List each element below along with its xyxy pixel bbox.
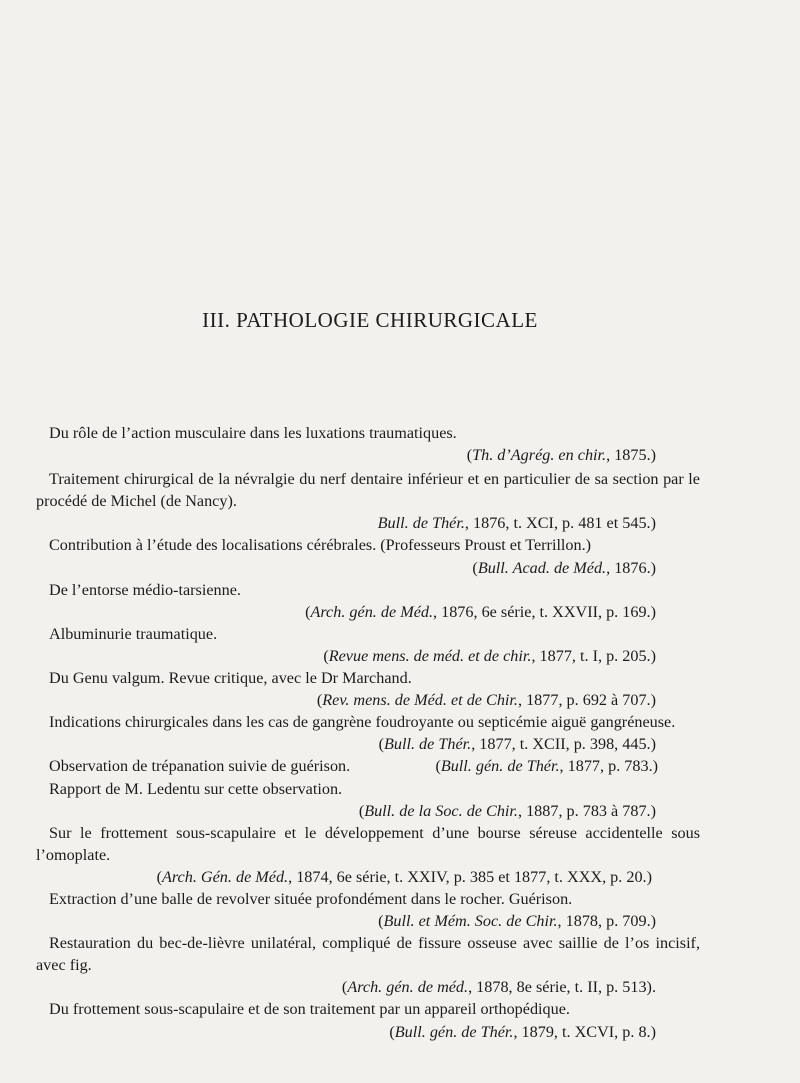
- entry-title: Contribution à l’étude des localisations cérébrales. (Professeurs Proust et Terrillon.): [49, 536, 592, 555]
- bibliography-entry: [36, 711, 700, 755]
- bibliography-entry: [36, 468, 700, 534]
- bibliography-entry: [36, 534, 700, 578]
- entry-reference: (Bull. Acad. de Méd., 1876.): [472, 558, 656, 577]
- bibliography-entry: [36, 932, 700, 998]
- entry-reference: (Arch. gén. de méd., 1878, 8e série, t. II, p. 513).: [341, 978, 656, 997]
- bibliography-entry: [36, 422, 700, 466]
- bibliography-entry: [36, 579, 700, 623]
- entry-reference: (Arch. gén. de Méd., 1876, 6e série, t. XXVII, p. 169.): [305, 602, 656, 621]
- entry-reference: (Arch. Gén. de Méd., 1874, 6e série, t. XXIV, p. 385 et 1877, t. XXX, p. 20.): [156, 867, 652, 886]
- entry-reference: Bull. de Thér., 1876, t. XCI, p. 481 et 545.): [377, 514, 656, 533]
- bibliography-entry: [36, 623, 700, 667]
- bibliography-entry: [36, 888, 700, 932]
- entry-title: Indications chirurgicales dans les cas de gangrène foudroyante ou septicémie aiguë gangréneuse.: [49, 713, 676, 732]
- entry-reference: (Bull. et Mém. Soc. de Chir., 1878, p. 709.): [378, 912, 656, 931]
- entry-title: Albuminurie traumatique.: [49, 624, 218, 643]
- entry-title: Restauration du bec-de-lièvre unilatéral, compliqué de fissure osseuse avec saillie de l’os incisif, avec fig.: [36, 934, 700, 975]
- entry-reference: (Th. d’Agrég. en chir., 1875.): [466, 446, 656, 465]
- entry-title: Sur le frottement sous-scapulaire et le développement d’une bourse séreuse accidentelle sous l’omoplate.: [36, 823, 700, 864]
- entry-reference: (Bull. de la Soc. de Chir., 1887, p. 783 à 787.): [358, 801, 656, 820]
- bibliography-entry: [36, 778, 700, 822]
- entry-reference: (Bull. de Thér., 1877, t. XCII, p. 398, 445.): [378, 735, 656, 754]
- bibliography-entry: [36, 822, 700, 888]
- entry-reference: (Bull. gén. de Thér., 1879, t. XCVI, p. 8.): [389, 1022, 656, 1041]
- entry-reference: (Rev. mens. de Méd. et de Chir., 1877, p. 692 à 707.): [316, 691, 656, 710]
- entry-title: Du rôle de l’action musculaire dans les luxations traumatiques.: [49, 424, 457, 442]
- entry-title: De l’entorse médio-tarsienne.: [49, 580, 241, 599]
- entry-title: Observation de trépanation suivie de guérison.: [49, 757, 351, 776]
- bibliography-entry: [36, 667, 700, 711]
- entry-title: Extraction d’une balle de revolver située profondément dans le rocher. Guérison.: [49, 889, 573, 908]
- entry-reference: (Bull. gén. de Thér., 1877, p. 783.): [435, 757, 658, 776]
- bibliography-entry: [36, 755, 700, 777]
- entry-title: Rapport de M. Ledentu sur cette observation.: [49, 779, 343, 798]
- bibliography-list: [36, 422, 700, 1043]
- section-heading: III. PATHOLOGIE CHIRURGICALE: [202, 308, 538, 332]
- bibliography-entry: [36, 998, 700, 1042]
- entry-title: Traitement chirurgical de la névralgie du nerf dentaire inférieur et en particulier de sa section par le procédé de Michel (de Nancy).: [36, 470, 700, 511]
- entry-reference: (Revue mens. de méd. et de chir., 1877, t. I, p. 205.): [323, 646, 656, 665]
- entry-title: Du Genu valgum. Revue critique, avec le Dr Marchand.: [49, 669, 412, 688]
- entry-title: Du frottement sous-scapulaire et de son traitement par un appareil orthopédique.: [49, 1000, 570, 1019]
